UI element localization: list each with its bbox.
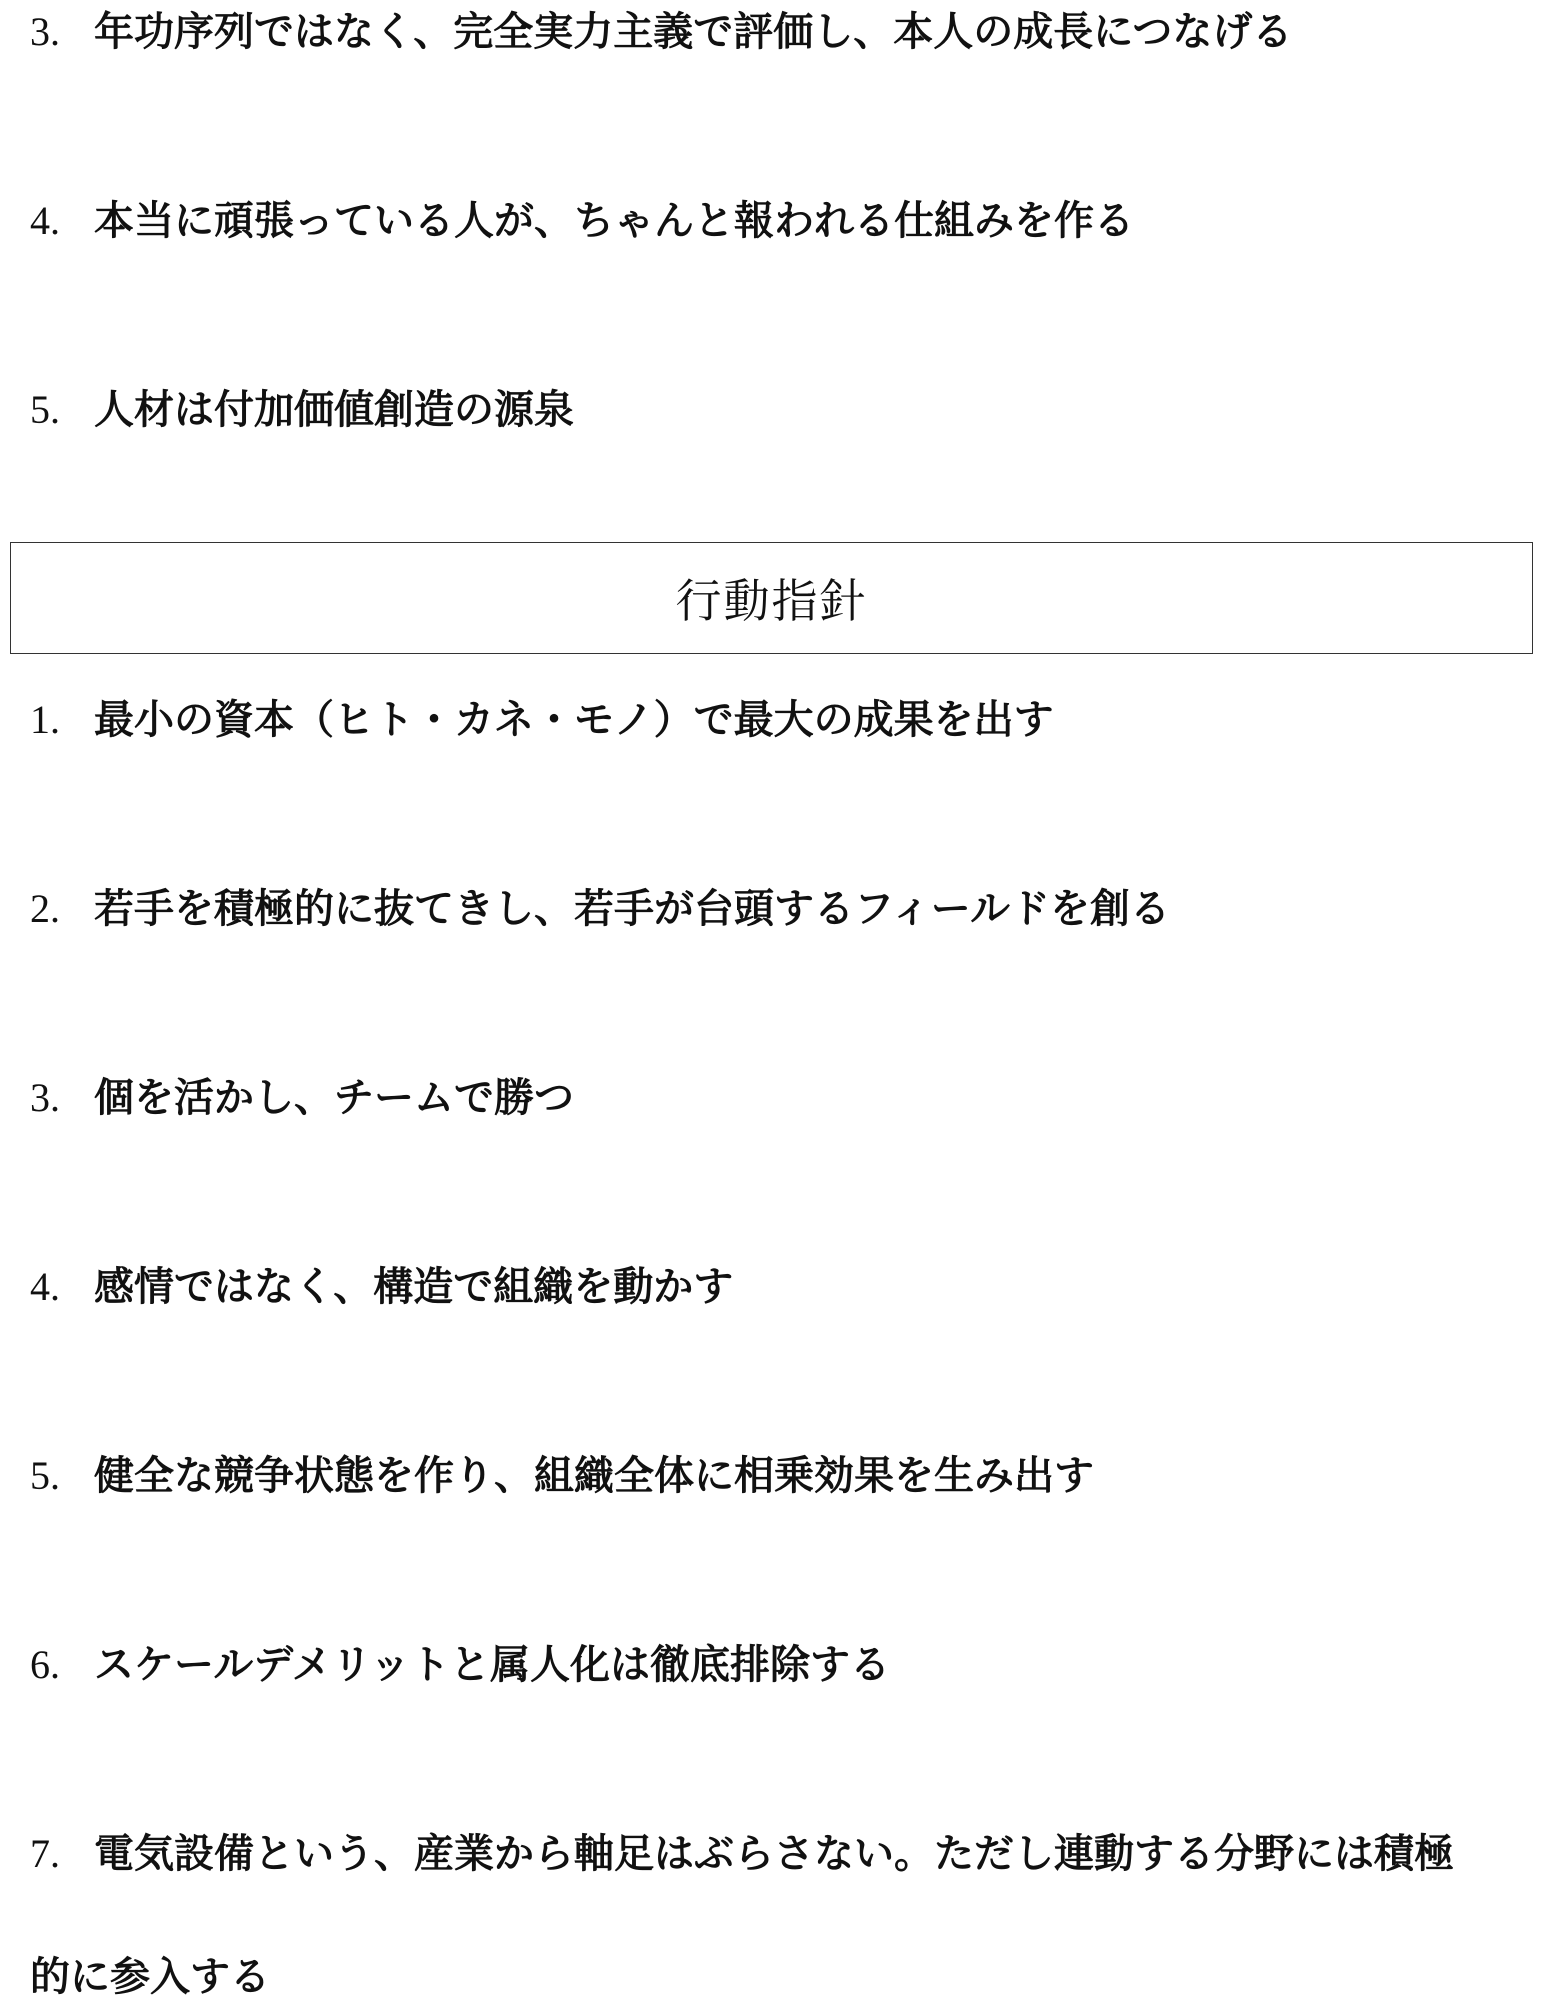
list-text: 電気設備という、産業から軸足はぶらさない。ただし連動する分野には積極	[94, 1830, 1454, 1877]
section-heading-box	[10, 542, 1533, 654]
list-number: 7.	[30, 1831, 60, 1876]
list-text: 本当に頑張っている人が、ちゃんと報われる仕組みを作る	[94, 197, 1134, 244]
list-text: 感情ではなく、構造で組織を動かす	[94, 1263, 734, 1310]
list-text: 年功序列ではなく、完全実力主義で評価し、本人の成長につなげる	[94, 8, 1293, 55]
guideline-item-2	[30, 885, 1525, 933]
list-text: 健全な競争状態を作り、組織全体に相乗効果を生み出す	[94, 1452, 1094, 1499]
guideline-item-5	[30, 1452, 1525, 1500]
guideline-item-4	[30, 1263, 1525, 1311]
list-number: 3.	[30, 1075, 60, 1120]
list-number: 4.	[30, 198, 60, 243]
list-number: 4.	[30, 1264, 60, 1309]
list-number: 5.	[30, 387, 60, 432]
list-number: 1.	[30, 697, 60, 742]
list-text: 若手を積極的に抜てきし、若手が台頭するフィールドを創る	[94, 885, 1170, 932]
list-text: スケールデメリットと属人化は徹底排除する	[94, 1641, 890, 1688]
list-text: 最小の資本（ヒト・カネ・モノ）で最大の成果を出す	[94, 696, 1054, 743]
guideline-item-3	[30, 1074, 1525, 1122]
list-number: 2.	[30, 886, 60, 931]
principle-item-4	[30, 197, 1525, 245]
list-text-continuation: 的に参入する	[30, 1953, 270, 2000]
guideline-item-7-continuation	[30, 1953, 1525, 2001]
principle-item-5	[30, 386, 1525, 434]
guideline-item-1	[30, 696, 1525, 744]
guideline-item-6	[30, 1641, 1525, 1689]
list-number: 3.	[30, 9, 60, 54]
principle-item-3	[30, 8, 1525, 56]
section-heading: 行動指針	[675, 574, 868, 628]
list-text: 個を活かし、チームで勝つ	[94, 1074, 574, 1121]
list-number: 5.	[30, 1453, 60, 1498]
list-number: 6.	[30, 1642, 60, 1687]
guideline-item-7	[30, 1830, 1525, 1878]
list-text: 人材は付加価値創造の源泉	[94, 386, 574, 433]
